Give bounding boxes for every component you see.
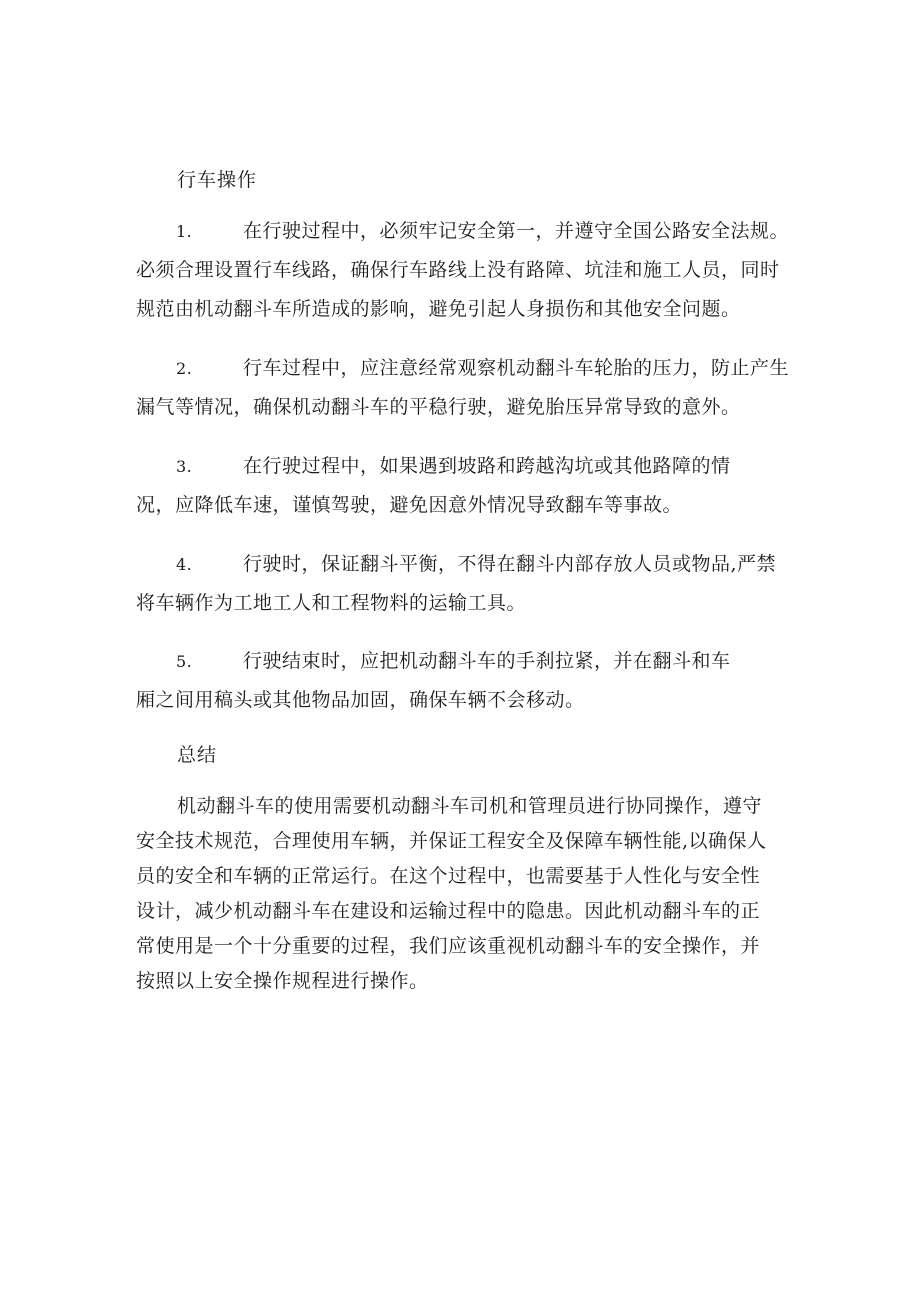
paragraph-line: 机动翻斗车的使用需要机动翻斗车司机和管理员进行协同操作，遵守: [177, 795, 763, 817]
section-heading-summary: 总结: [177, 744, 218, 766]
section-heading-driving: 行车操作: [177, 169, 258, 191]
list-item-text: 必须合理设置行车线路，确保行车路线上没有路障、坑洼和施工人员，同时: [136, 259, 780, 281]
paragraph-line: 常使用是一个十分重要的过程，我们应该重视机动翻斗车的安全操作，并: [136, 935, 761, 957]
summary-paragraph: [136, 789, 816, 999]
list-item: [136, 212, 816, 329]
list-item-text: 厢之间用稿头或其他物品加固，确保车辆不会移动。: [136, 689, 585, 711]
paragraph-line: 按照以上安全操作规程进行操作。: [136, 970, 429, 992]
list-item-number: 2.: [176, 359, 193, 378]
paragraph-line: 员的安全和车辆的正常运行。在这个过程中，也需要基于人性化与安全性: [136, 865, 761, 887]
list-item-text: 在行驶过程中，如果遇到坡路和跨越沟坑或其他路障的情: [243, 455, 731, 477]
list-item: [136, 642, 816, 720]
list-item-text: 行车过程中，应注意经常观察机动翻斗车轮胎的压力，防止产生: [243, 357, 790, 379]
list-item-text: 在行驶过程中，必须牢记安全第一，并遵守全国公路安全法规。: [243, 220, 790, 242]
list-item-number: 5.: [176, 652, 193, 671]
list-item-number: 3.: [176, 457, 193, 476]
list-item-text: 行驶时，保证翻斗平衡，不得在翻斗内部存放人员或物品,严禁: [243, 553, 777, 575]
list-item: [136, 349, 816, 427]
list-item: [136, 545, 816, 623]
list-item-text: 漏气等情况，确保机动翻斗车的平稳行驶，避免胎压异常导致的意外。: [136, 396, 741, 418]
list-item-text: 将车辆作为工地工人和工程物料的运输工具。: [136, 592, 527, 614]
list-item-text: 规范由机动翻斗车所造成的影响，避免引起人身损伤和其他安全问题。: [136, 298, 741, 320]
list-item-text: 行驶结束时，应把机动翻斗车的手刹拉紧，并在翻斗和车: [243, 650, 731, 672]
list-item-number: 4.: [176, 555, 193, 574]
list-item-text: 况，应降低车速，谨慎驾驶，避免因意外情况导致翻车等事故。: [136, 494, 683, 516]
list-item-number: 1.: [176, 222, 193, 241]
list-item: [136, 447, 816, 525]
paragraph-line: 设计，减少机动翻斗车在建设和运输过程中的隐患。因此机动翻斗车的正: [136, 900, 761, 922]
paragraph-line: 安全技术规范，合理使用车辆，并保证工程安全及保障车辆性能,以确保人: [136, 830, 767, 852]
